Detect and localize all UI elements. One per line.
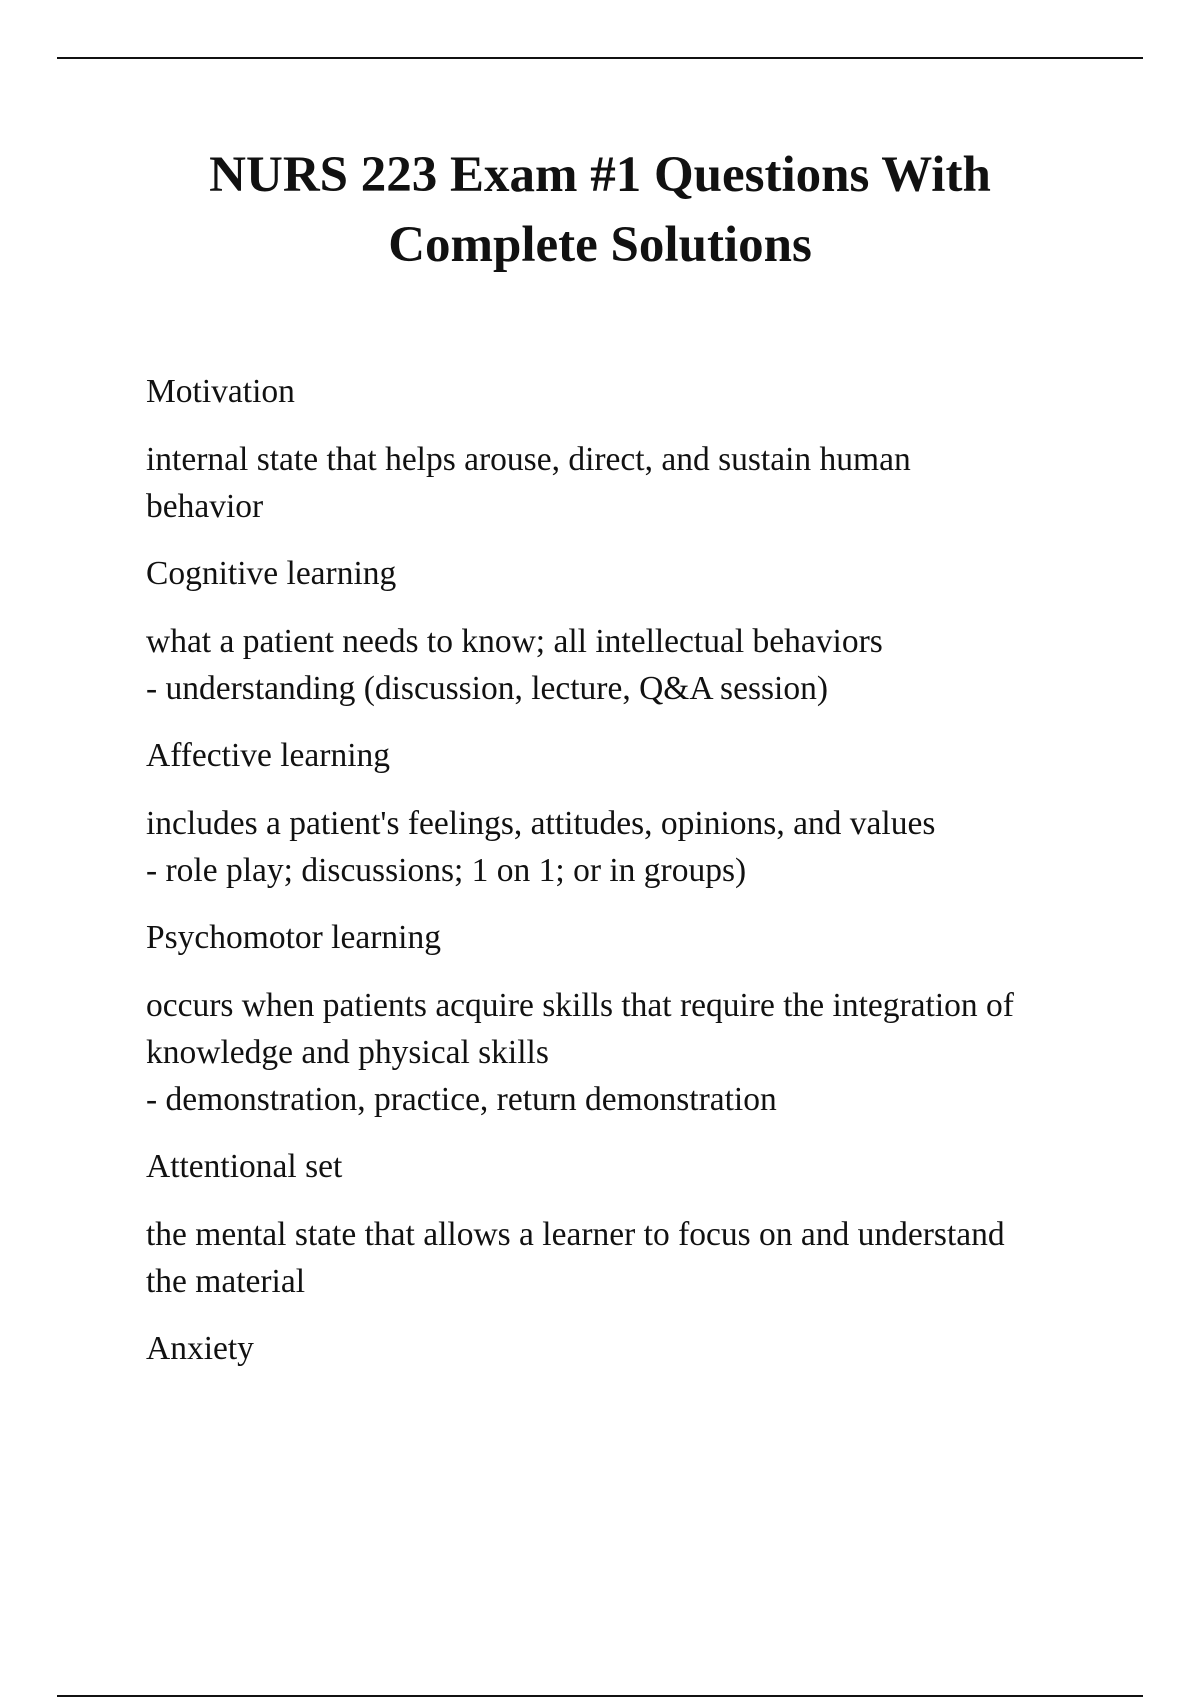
flashcard-entry bbox=[146, 1143, 1106, 1305]
term: Anxiety bbox=[146, 1330, 254, 1367]
header-rule bbox=[57, 57, 1143, 59]
term: Cognitive learning bbox=[146, 555, 397, 592]
footer-rule bbox=[57, 1695, 1143, 1697]
flashcard-entry bbox=[146, 550, 1106, 712]
flashcard-entry bbox=[146, 368, 1106, 530]
definition bbox=[146, 800, 1106, 894]
document-title bbox=[100, 140, 1100, 280]
definition-line: occurs when patients acquire skills that require the integration of bbox=[146, 987, 1014, 1024]
definition bbox=[146, 1211, 1106, 1305]
term: Affective learning bbox=[146, 737, 391, 774]
term: Psychomotor learning bbox=[146, 919, 441, 956]
definition-line: what a patient needs to know; all intellectual behaviors bbox=[146, 623, 883, 660]
flashcard-entry bbox=[146, 914, 1106, 1123]
definition-line: - understanding (discussion, lecture, Q&A session) bbox=[146, 670, 828, 707]
definition-line: - role play; discussions; 1 on 1; or in groups) bbox=[146, 852, 747, 889]
title-line: NURS 223 Exam #1 Questions With bbox=[209, 147, 991, 203]
definition-line: knowledge and physical skills bbox=[146, 1034, 549, 1071]
term: Motivation bbox=[146, 373, 295, 410]
term: Attentional set bbox=[146, 1148, 343, 1185]
flashcard-list bbox=[146, 368, 1106, 1393]
title-line: Complete Solutions bbox=[388, 217, 812, 273]
flashcard-entry bbox=[146, 732, 1106, 894]
definition bbox=[146, 982, 1106, 1123]
definition bbox=[146, 618, 1106, 712]
definition-line: - demonstration, practice, return demonstration bbox=[146, 1081, 777, 1118]
flashcard-entry bbox=[146, 1325, 1106, 1372]
definition-line: internal state that helps arouse, direct, and sustain human bbox=[146, 441, 911, 478]
definition-line: behavior bbox=[146, 488, 264, 525]
definition-line: the material bbox=[146, 1263, 306, 1300]
definition-line: the mental state that allows a learner to focus on and understand bbox=[146, 1216, 1005, 1253]
definition-line: includes a patient's feelings, attitudes, opinions, and values bbox=[146, 805, 936, 842]
definition bbox=[146, 436, 1106, 530]
